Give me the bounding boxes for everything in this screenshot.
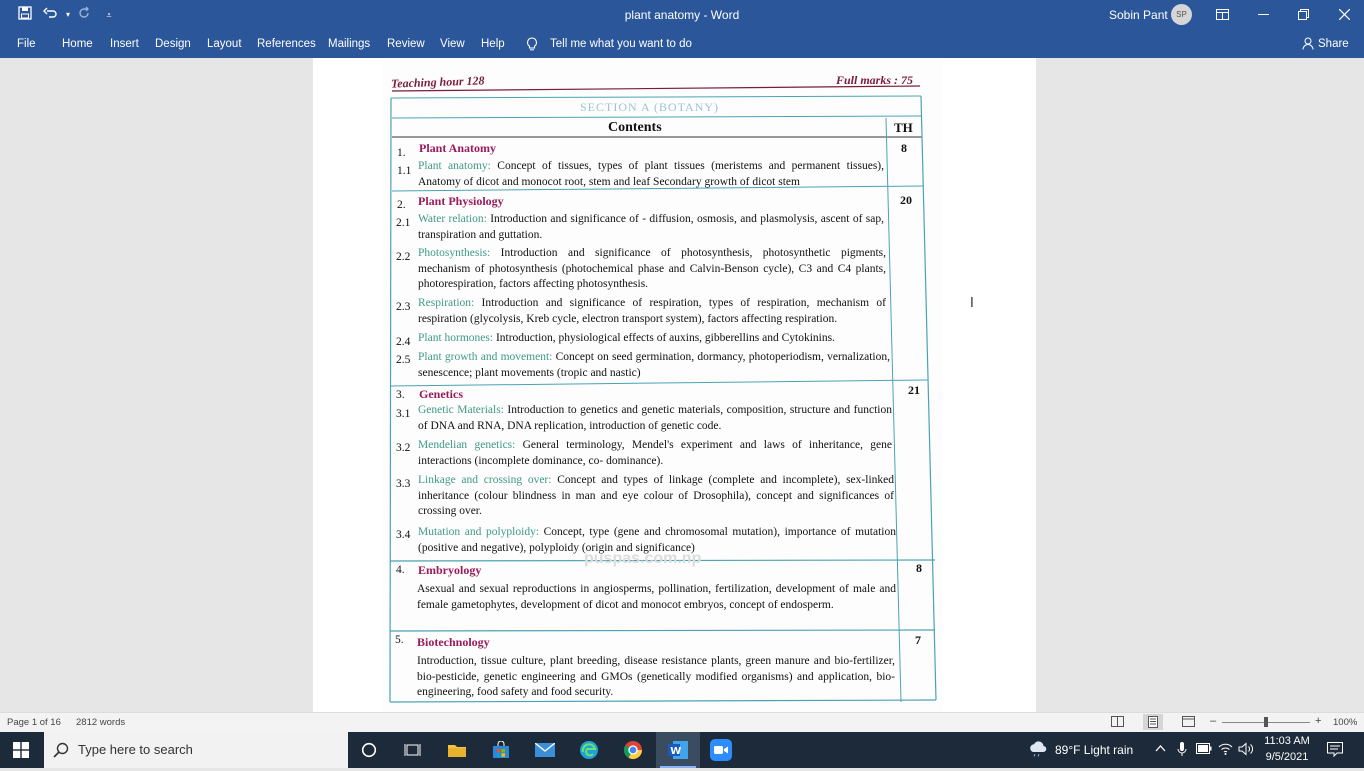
word-taskbar-button[interactable] (656, 732, 700, 768)
volume-icon[interactable] (1238, 742, 1254, 759)
content-item (418, 438, 892, 469)
content-item (417, 582, 896, 613)
restore-button[interactable] (1283, 0, 1323, 31)
search-placeholder: Type here to search (78, 742, 193, 757)
undo-dropdown-icon[interactable]: ▾ (65, 10, 70, 19)
minimize-button[interactable] (1243, 0, 1283, 31)
item-number: 2.2 (396, 251, 411, 263)
cloud-rain-icon[interactable] (1028, 741, 1048, 760)
web-layout-icon[interactable] (1182, 716, 1195, 730)
save-icon[interactable] (15, 6, 35, 24)
item-number: 3.4 (396, 529, 411, 541)
item-text: Introduction to genetics and genetic materials, composition, structure and function of DNA and RNA, DNA replication, introduction of genetic code. (418, 404, 892, 432)
content-item (418, 331, 888, 347)
item-text: Introduction, tissue culture, plant breeding, disease resistance plants, green manure and bio-fertilizer, bio-pesticide, genetic engineering and GMOs (genetically modified organisms) and application, bio- engineering, food safety and food security. (417, 655, 895, 698)
item-text: Introduction and significance of respiration, types of respiration, mechanism of respiration (glycolysis, Kreb cycle, electron transport system), factors affecting respiration. (418, 297, 886, 325)
avatar[interactable]: SP (1171, 4, 1192, 25)
item-number: 3.3 (396, 478, 411, 490)
lightbulb-icon[interactable] (526, 31, 538, 58)
tab-help[interactable]: Help (481, 38, 505, 50)
store-icon[interactable] (489, 738, 513, 762)
th-value: 21 (908, 383, 920, 397)
content-item (418, 403, 892, 434)
microphone-icon[interactable] (1177, 742, 1187, 760)
taskbar (0, 732, 1364, 768)
clock-date[interactable]: 9/5/2021 (1265, 751, 1309, 763)
tab-design[interactable]: Design (155, 38, 191, 50)
item-text: Concept of tissues, types of plant tissues (meristems and permanent tissues), Anatomy of dicot and monocot root, stem and leaf Secondary growth of dicot stem (418, 160, 884, 188)
item-label: Mutation and polyploidy: (418, 526, 540, 538)
tab-layout[interactable]: Layout (207, 38, 242, 50)
content-item (418, 212, 884, 243)
task-view-icon[interactable] (400, 738, 424, 762)
content-item (418, 350, 890, 381)
title-bar (0, 0, 1364, 31)
ribbon (0, 31, 1364, 58)
text-cursor-icon: I (970, 296, 974, 311)
th-value: 7 (915, 633, 921, 647)
content-item (418, 296, 886, 327)
mail-icon[interactable] (533, 738, 557, 762)
th-value: 20 (900, 193, 912, 207)
section-title-biotechnology: Biotechnology (417, 635, 490, 649)
section-number: 5. (395, 634, 404, 646)
th-header: TH (894, 120, 913, 135)
section-title-plant-physiology: Plant Physiology (418, 194, 504, 208)
item-label: Water relation: (418, 213, 487, 225)
wifi-icon[interactable] (1218, 742, 1233, 758)
contents-header: Contents (608, 120, 662, 135)
tab-home[interactable]: Home (62, 38, 93, 50)
section-title-genetics: Genetics (419, 387, 463, 401)
watermark: puspas.com.np (584, 550, 702, 567)
svg-text:W: W (670, 746, 682, 757)
item-number: 2.3 (396, 301, 411, 313)
item-label: Plant hormones: (418, 332, 494, 344)
file-explorer-icon[interactable] (445, 738, 469, 762)
item-label: Genetic Materials: (418, 404, 504, 416)
th-value: 8 (901, 141, 907, 155)
document-canvas[interactable] (0, 58, 1364, 712)
section-number: 1. (397, 147, 406, 159)
section-title-embryology: Embryology (418, 563, 482, 577)
zoom-app-icon[interactable] (709, 738, 733, 762)
item-label: Mendelian genetics: (418, 439, 516, 451)
content-item (418, 473, 894, 520)
window-title: plant anatomy - Word (624, 8, 740, 22)
undo-icon[interactable] (40, 6, 60, 24)
search-icon (53, 742, 69, 761)
table-grid (0, 58, 1364, 712)
item-text: Asexual and sexual reproductions in angiosperms, pollination, fertilization, development of male and female gametophytes, development of dicot and monocot embryos, concept of endosperm. (417, 583, 896, 611)
user-name[interactable]: Sobin Pant (1109, 8, 1168, 22)
page-count[interactable]: Page 1 of 16 (7, 717, 61, 728)
item-number: 2.4 (396, 336, 411, 348)
item-text: General terminology, Mendel's experiment and laws of inheritance, gene interactions (incomplete dominance, co- dominance). (418, 439, 892, 467)
chrome-icon[interactable] (621, 738, 645, 762)
content-item (417, 654, 895, 701)
section-number: 3. (396, 389, 405, 401)
item-label: Plant growth and movement: (418, 351, 553, 363)
weather-text[interactable]: 89°F Light rain (1055, 743, 1134, 757)
tell-me-search[interactable]: Tell me what you want to do (550, 38, 692, 50)
cortana-icon[interactable] (357, 738, 381, 762)
share-icon[interactable] (1302, 31, 1314, 58)
tab-insert[interactable]: Insert (110, 38, 139, 50)
item-number: 3.2 (396, 442, 411, 454)
item-label: Respiration: (418, 297, 475, 309)
tab-mailings[interactable]: Mailings (328, 38, 371, 50)
ribbon-display-icon[interactable] (1202, 0, 1242, 31)
item-text: Concept and types of linkage (complete and incomplete), sex-linked inheritance (colour blindness in man and eye colour of Drosophila), concept and significances of crossing over. (418, 474, 894, 517)
item-text: Introduction and significance of - diffusion, osmosis, and plasmolysis, ascent of sap, transpiration and guttation. (418, 213, 884, 241)
item-number: 3.1 (396, 408, 411, 420)
zoom-slider-thumb[interactable] (1264, 717, 1268, 727)
chevron-up-icon[interactable] (1155, 741, 1166, 755)
print-layout-icon[interactable] (1143, 714, 1163, 730)
tab-file[interactable]: File (17, 38, 36, 50)
item-number: 2.1 (396, 217, 411, 229)
notification-icon[interactable] (1327, 742, 1343, 760)
tab-references[interactable]: References (257, 38, 316, 50)
section-number: 2. (397, 199, 406, 211)
taskbar-search[interactable] (44, 732, 348, 768)
word-count[interactable]: 2812 words (76, 717, 126, 728)
full-marks: Full marks : 75 (836, 73, 914, 87)
edge-icon[interactable] (577, 738, 601, 762)
th-value: 8 (916, 561, 922, 575)
customize-icon[interactable]: ⩡ (106, 10, 112, 20)
battery-icon[interactable] (1196, 743, 1212, 757)
item-label: Photosynthesis: (418, 247, 491, 259)
close-button[interactable] (1324, 0, 1364, 31)
share-button[interactable]: Share (1318, 38, 1349, 50)
content-item (418, 246, 886, 293)
item-label: Linkage and crossing over: (418, 474, 552, 486)
item-text: Introduction and significance of photosynthesis, photosynthetic pigments, mechanism of photosynthesis (photochemical phase and Calvin-Benson cycle), C3 and C4 plants, photorespiration, factors affecting photosynthesis. (418, 247, 886, 290)
windows-start-icon[interactable] (13, 742, 29, 761)
zoom-in-icon[interactable]: + (1315, 715, 1322, 727)
tab-view[interactable]: View (440, 38, 465, 50)
redo-icon[interactable] (74, 6, 94, 24)
read-mode-icon[interactable] (1111, 716, 1124, 730)
tab-review[interactable]: Review (387, 38, 425, 50)
section-title: SECTION A (BOTANY) (580, 100, 720, 114)
item-number: 1.1 (397, 165, 412, 177)
content-item (418, 159, 884, 190)
section-number: 4. (396, 564, 405, 576)
item-label: Plant anatomy: (418, 160, 491, 172)
item-text: Introduction, physiological effects of auxins, gibberellins and Cytokinins. (493, 332, 835, 344)
clock-time[interactable]: 11:03 AM (1264, 735, 1310, 747)
zoom-out-icon[interactable]: – (1210, 715, 1217, 727)
item-number: 2.5 (396, 354, 411, 366)
item-text: Concept, type (gene and chromosomal mutation), importance of mutation (positive and negative), polyploidy (origin and significance) (418, 526, 896, 554)
status-bar (0, 712, 1364, 733)
section-title-plant-anatomy: Plant Anatomy (419, 141, 497, 155)
zoom-level[interactable]: 100% (1333, 717, 1358, 728)
item-text: Concept on seed germination, dormancy, photoperiodism, vernalization, senescence; plant movements (tropic and nastic) (418, 351, 890, 379)
teaching-hour: Teaching hour 128 (390, 73, 485, 91)
